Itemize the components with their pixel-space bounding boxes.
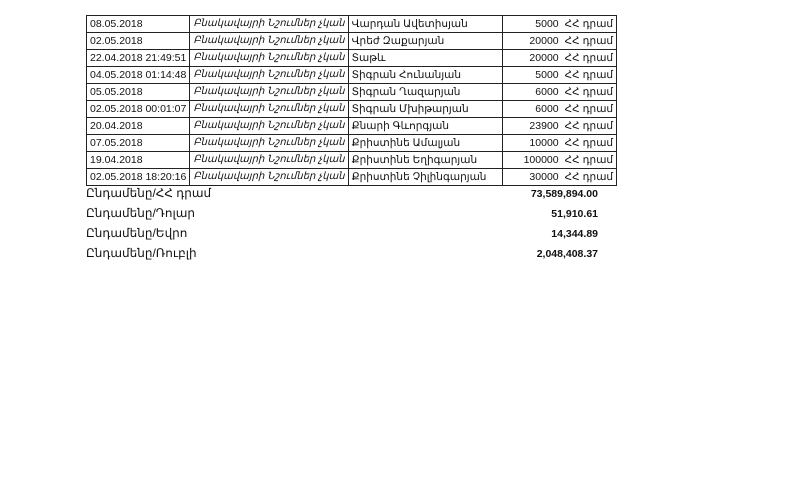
description-cell: Բնակավայրի Նշումներ չկան [190, 67, 348, 84]
donor-name-cell: Քրիստինե Եղիգարյան [348, 152, 502, 169]
total-label: Ընդամենը/Եվրո [86, 226, 188, 240]
amount-cell: 10000 [502, 135, 562, 152]
total-value: 14,344.89 [551, 228, 598, 240]
table-row [87, 33, 617, 50]
date-cell: 02.05.2018 [87, 33, 190, 50]
date-cell: 08.05.2018 [87, 16, 190, 33]
donor-name-cell: Քրիստինե Չիլինգարյան [348, 169, 502, 186]
description-cell: Բնակավայրի Նշումներ չկան [190, 50, 348, 67]
description-cell: Բնակավայրի Նշումներ չկան [190, 16, 348, 33]
total-row-rub [86, 246, 598, 266]
date-cell: 19.04.2018 [87, 152, 190, 169]
donations-table [86, 15, 617, 186]
amount-cell: 100000 [502, 152, 562, 169]
total-label: Ընդամենը/ՀՀ դրամ [86, 186, 212, 200]
currency-cell: ՀՀ դրամ [562, 152, 617, 169]
table-row [87, 16, 617, 33]
donor-name-cell: Վրեժ Զաքարյան [348, 33, 502, 50]
donor-name-cell: Տիգրան Հունանյան [348, 67, 502, 84]
description-cell: Բնակավայրի Նշումներ չկան [190, 135, 348, 152]
donor-name-cell: Վարդան Ավետիսյան [348, 16, 502, 33]
total-row-usd [86, 206, 598, 226]
description-cell: Բնակավայրի Նշումներ չկան [190, 118, 348, 135]
date-cell: 04.05.2018 01:14:48 [87, 67, 190, 84]
totals-section [86, 186, 598, 266]
donor-name-cell: Տիգրան Ղազարյան [348, 84, 502, 101]
amount-cell: 30000 [502, 169, 562, 186]
donor-name-cell: Քրիստինե Ամալյան [348, 135, 502, 152]
date-cell: 07.05.2018 [87, 135, 190, 152]
table-row [87, 135, 617, 152]
description-cell: Բնակավայրի Նշումներ չկան [190, 33, 348, 50]
total-label: Ընդամենը/Դոլար [86, 206, 195, 220]
date-cell: 02.05.2018 00:01:07 [87, 101, 190, 118]
amount-cell: 6000 [502, 101, 562, 118]
currency-cell: ՀՀ դրամ [562, 135, 617, 152]
total-value: 2,048,408.37 [536, 248, 598, 260]
amount-cell: 6000 [502, 84, 562, 101]
table-row [87, 169, 617, 186]
currency-cell: ՀՀ դրամ [562, 67, 617, 84]
total-label: Ընդամենը/Ռուբլի [86, 246, 197, 260]
total-value: 73,589,894.00 [530, 188, 598, 200]
currency-cell: ՀՀ դրամ [562, 84, 617, 101]
currency-cell: ՀՀ դրամ [562, 16, 617, 33]
date-cell: 02.05.2018 18:20:16 [87, 169, 190, 186]
donor-name-cell: Տաթև [348, 50, 502, 67]
date-cell: 22.04.2018 21:49:51 [87, 50, 190, 67]
amount-cell: 5000 [502, 16, 562, 33]
currency-cell: ՀՀ դրամ [562, 169, 617, 186]
date-cell: 05.05.2018 [87, 84, 190, 101]
total-row-amd [86, 186, 598, 206]
donor-name-cell: Տիգրան Մխիթարյան [348, 101, 502, 118]
currency-cell: ՀՀ դրամ [562, 101, 617, 118]
table-row [87, 118, 617, 135]
description-cell: Բնակավայրի Նշումներ չկան [190, 152, 348, 169]
table-row [87, 101, 617, 118]
total-value: 51,910.61 [551, 208, 598, 220]
amount-cell: 5000 [502, 67, 562, 84]
description-cell: Բնակավայրի Նշումներ չկան [190, 84, 348, 101]
donor-name-cell: Քնարի Գևորգյան [348, 118, 502, 135]
total-row-eur [86, 226, 598, 246]
currency-cell: ՀՀ դրամ [562, 33, 617, 50]
table-row [87, 152, 617, 169]
description-cell: Բնակավայրի Նշումներ չկան [190, 169, 348, 186]
currency-cell: ՀՀ դրամ [562, 50, 617, 67]
table-row [87, 50, 617, 67]
currency-cell: ՀՀ դրամ [562, 118, 617, 135]
description-cell: Բնակավայրի Նշումներ չկան [190, 101, 348, 118]
amount-cell: 20000 [502, 33, 562, 50]
table-row [87, 67, 617, 84]
amount-cell: 20000 [502, 50, 562, 67]
amount-cell: 23900 [502, 118, 562, 135]
table-row [87, 84, 617, 101]
date-cell: 20.04.2018 [87, 118, 190, 135]
